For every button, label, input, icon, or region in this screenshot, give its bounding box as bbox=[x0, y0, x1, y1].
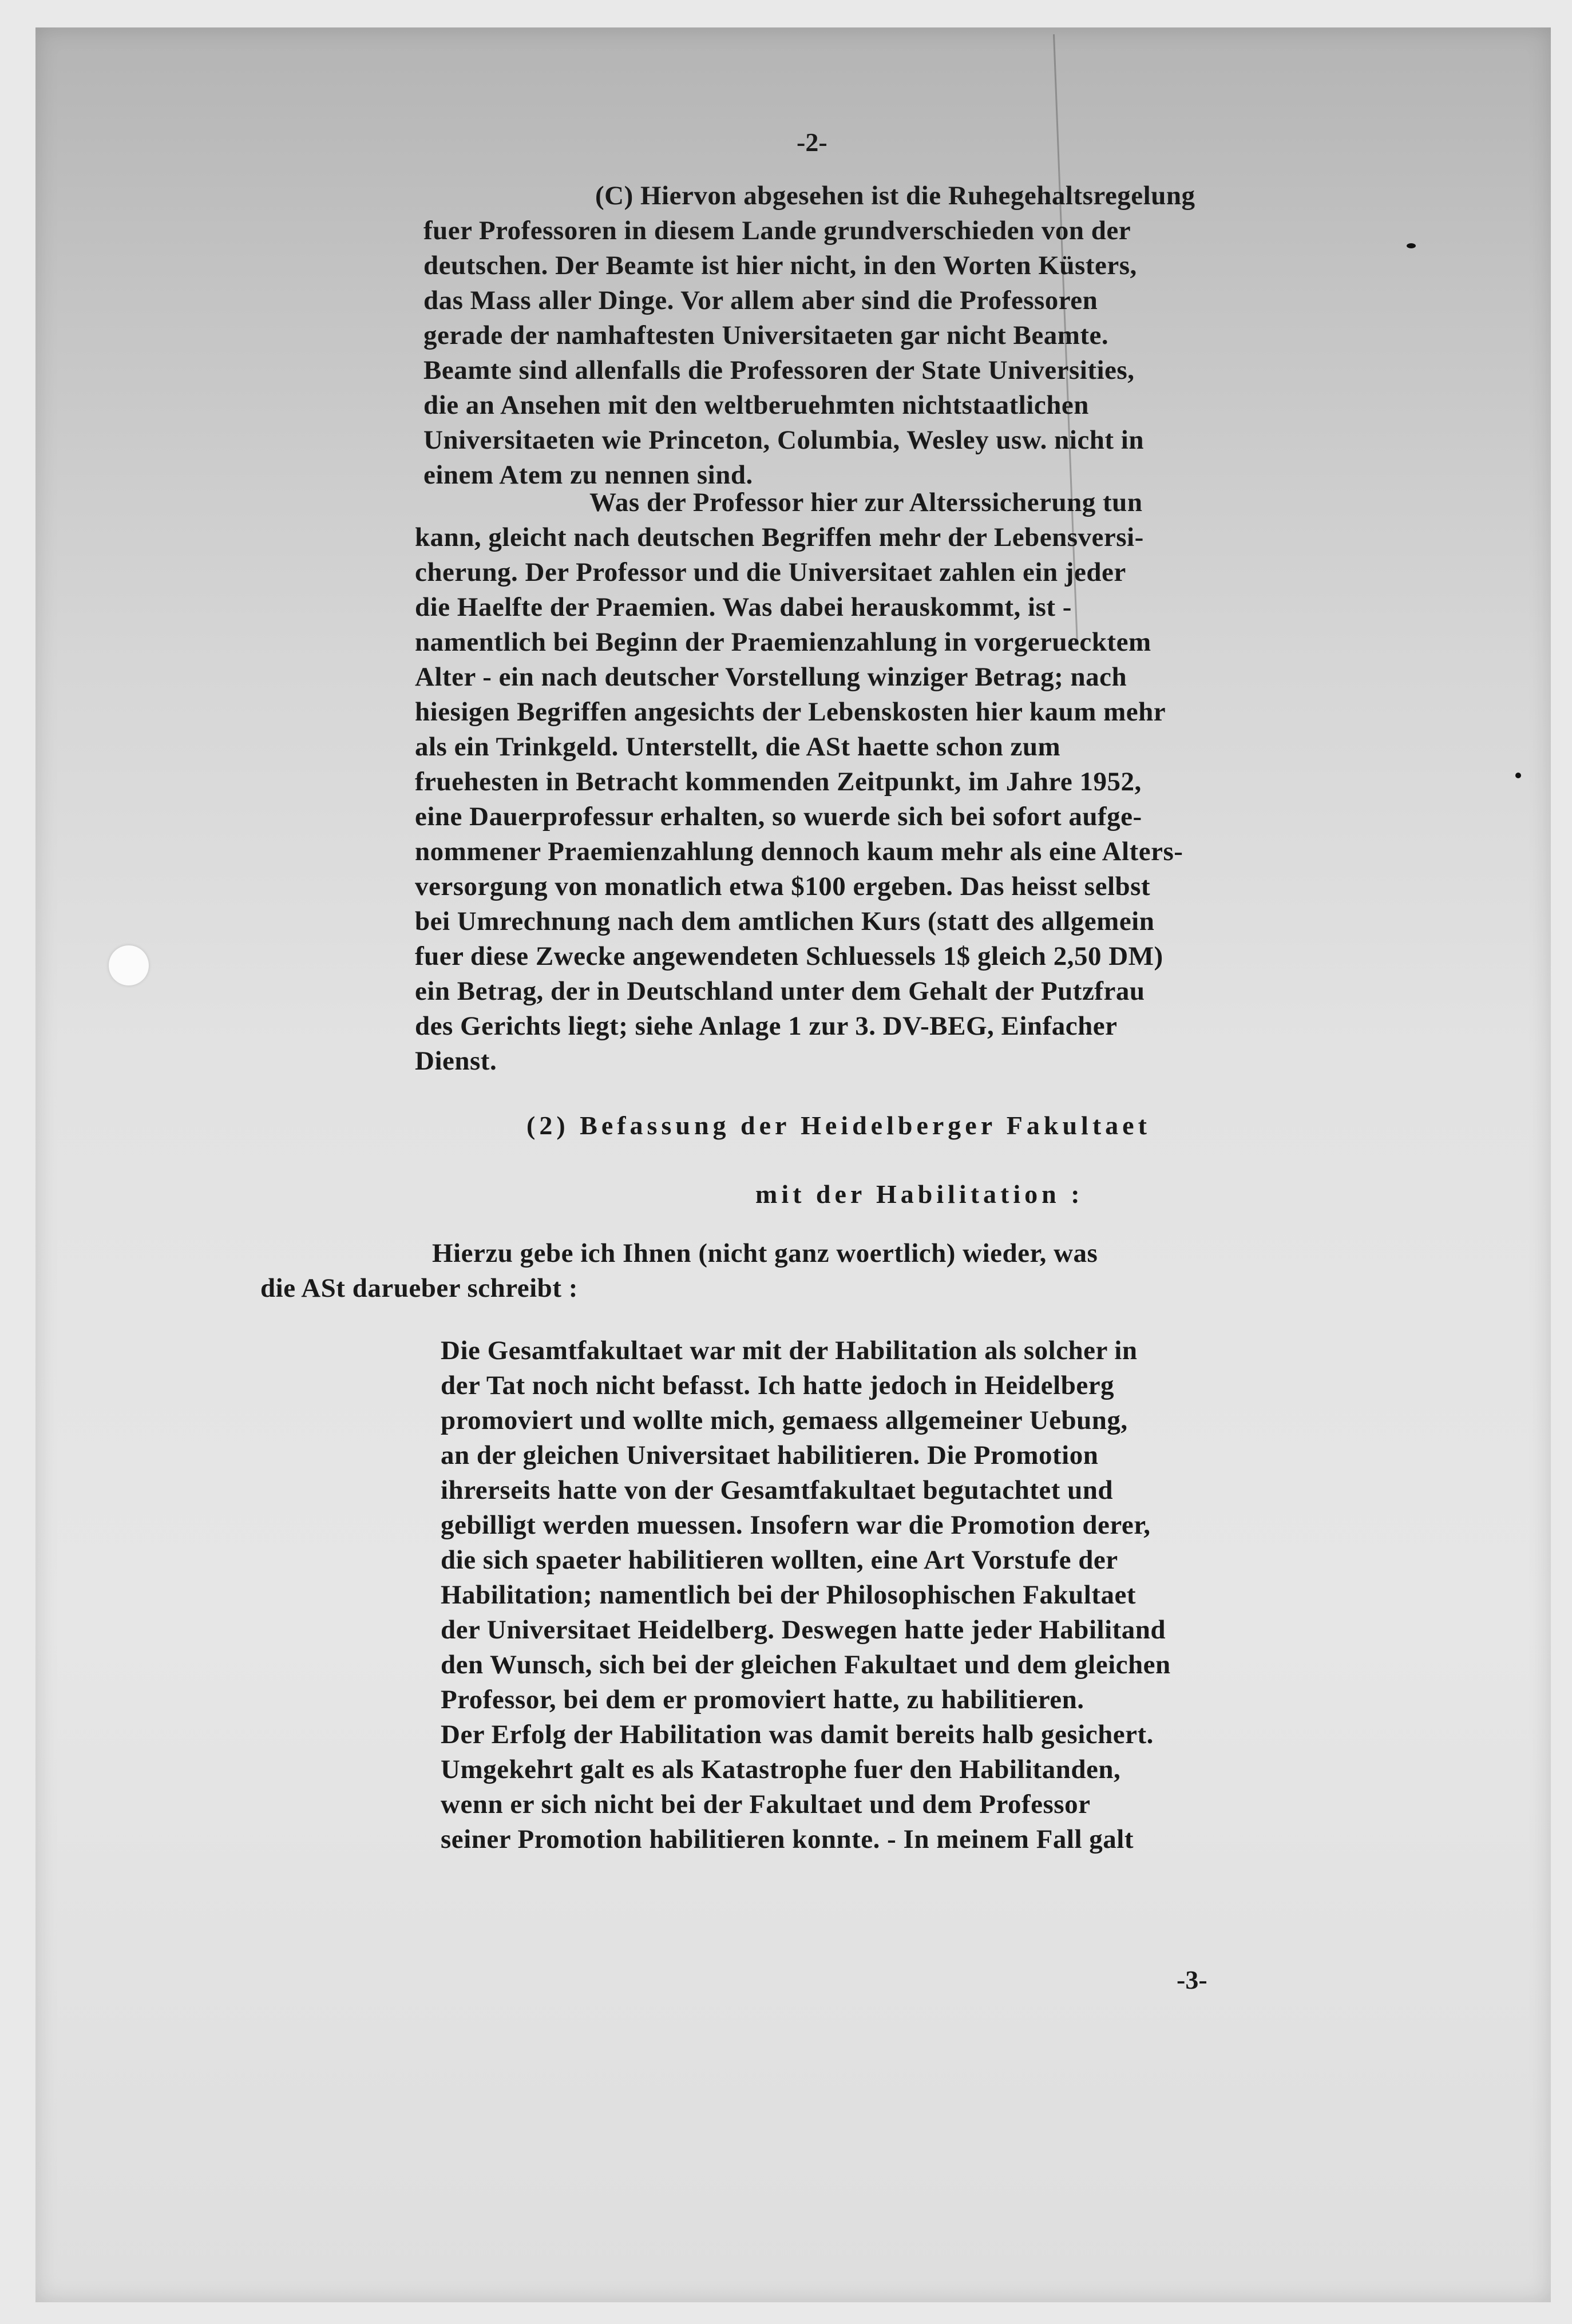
text-line: kann, gleicht nach deutschen Begriffen mehr der Lebensversi- bbox=[415, 522, 1144, 552]
text-line: ein Betrag, der in Deutschland unter dem Gehalt der Putzfrau bbox=[415, 976, 1145, 1006]
intro-paragraph bbox=[260, 1236, 1098, 1306]
ink-dot bbox=[1407, 243, 1416, 248]
text-line: (C) Hiervon abgesehen ist die Ruhegehaltsregelung bbox=[595, 181, 1195, 211]
text-line: wenn er sich nicht bei der Fakultaet und dem Professor bbox=[441, 1789, 1091, 1819]
text-line: Universitaeten wie Princeton, Columbia, Wesley usw. nicht in bbox=[423, 425, 1144, 455]
text-line: seiner Promotion habilitieren konnte. - In meinem Fall galt bbox=[441, 1824, 1134, 1854]
page-number-top: -2- bbox=[797, 128, 827, 157]
text-line: die sich spaeter habilitieren wollten, eine Art Vorstufe der bbox=[441, 1545, 1118, 1575]
text-line: der Universitaet Heidelberg. Deswegen hatte jeder Habilitand bbox=[441, 1615, 1166, 1645]
text-line: einem Atem zu nennen sind. bbox=[423, 460, 753, 490]
text-line: fuer Professoren in diesem Lande grundverschieden von der bbox=[423, 216, 1131, 246]
text-line: die Haelfte der Praemien. Was dabei herauskommt, ist - bbox=[415, 592, 1072, 622]
text-line: den Wunsch, sich bei der gleichen Fakultaet und dem gleichen bbox=[441, 1650, 1171, 1680]
text-line: Umgekehrt galt es als Katastrophe fuer den Habilitanden, bbox=[441, 1755, 1121, 1784]
paragraph-pension bbox=[415, 485, 1183, 1079]
text-line: hiesigen Begriffen angesichts der Lebenskosten hier kaum mehr bbox=[415, 697, 1166, 727]
text-line: die an Ansehen mit den weltberuehmten nichtstaatlichen bbox=[423, 390, 1089, 420]
text-line: Habilitation; namentlich bei der Philosophischen Fakultaet bbox=[441, 1580, 1136, 1610]
text-line: Alter - ein nach deutscher Vorstellung winziger Betrag; nach bbox=[415, 662, 1127, 692]
text-line: ihrerseits hatte von der Gesamtfakultaet begutachtet und bbox=[441, 1475, 1114, 1505]
text-line: namentlich bei Beginn der Praemienzahlung in vorgeruecktem bbox=[415, 627, 1151, 657]
text-line: eine Dauerprofessur erhalten, so wuerde sich bei sofort aufge- bbox=[415, 802, 1142, 832]
text-line: fuer diese Zwecke angewendeten Schluessels 1$ gleich 2,50 DM) bbox=[415, 941, 1163, 971]
text-line: Dienst. bbox=[415, 1046, 497, 1076]
text-line: cherung. Der Professor und die Universitaet zahlen ein jeder bbox=[415, 557, 1126, 587]
text-line: als ein Trinkgeld. Unterstellt, die ASt haette schon zum bbox=[415, 732, 1061, 762]
punch-hole bbox=[109, 945, 149, 985]
text-line: Hierzu gebe ich Ihnen (nicht ganz woertlich) wieder, was bbox=[432, 1238, 1098, 1268]
text-line: promoviert und wollte mich, gemaess allgemeiner Uebung, bbox=[441, 1406, 1128, 1435]
text-line: deutschen. Der Beamte ist hier nicht, in den Worten Küsters, bbox=[423, 251, 1137, 280]
text-line: Die Gesamtfakultaet war mit der Habilitation als solcher in bbox=[441, 1336, 1138, 1365]
paragraph-c bbox=[423, 179, 1195, 493]
text-line: an der gleichen Universitaet habilitieren. Die Promotion bbox=[441, 1440, 1099, 1470]
text-line: des Gerichts liegt; siehe Anlage 1 zur 3. DV-BEG, Einfacher bbox=[415, 1011, 1118, 1041]
text-line: Professor, bei dem er promoviert hatte, zu habilitieren. bbox=[441, 1685, 1084, 1715]
quoted-statement bbox=[441, 1333, 1171, 1857]
section-heading: (2) Befassung der Heidelberger Fakultaet bbox=[526, 1111, 1151, 1140]
text-line: bei Umrechnung nach dem amtlichen Kurs (statt des allgemein bbox=[415, 906, 1155, 936]
text-line: nommener Praemienzahlung dennoch kaum mehr als eine Alters- bbox=[415, 837, 1183, 866]
text-line: die ASt darueber schreibt : bbox=[260, 1273, 578, 1303]
text-line: versorgung von monatlich etwa $100 ergeben. Das heisst selbst bbox=[415, 872, 1151, 901]
ink-dot bbox=[1515, 773, 1521, 778]
section-heading-continued: mit der Habilitation : bbox=[755, 1179, 1084, 1209]
text-line: der Tat noch nicht befasst. Ich hatte jedoch in Heidelberg bbox=[441, 1371, 1115, 1400]
text-line: das Mass aller Dinge. Vor allem aber sind die Professoren bbox=[423, 286, 1098, 315]
text-line: Was der Professor hier zur Alterssicherung tun bbox=[589, 488, 1143, 517]
text-line: fruehesten in Betracht kommenden Zeitpunkt, im Jahre 1952, bbox=[415, 767, 1142, 797]
text-line: Der Erfolg der Habilitation was damit bereits halb gesichert. bbox=[441, 1720, 1154, 1749]
page-number-bottom: -3- bbox=[1177, 1965, 1207, 1994]
text-line: Beamte sind allenfalls die Professoren der State Universities, bbox=[423, 355, 1135, 385]
text-line: gerade der namhaftesten Universitaeten gar nicht Beamte. bbox=[423, 320, 1109, 350]
text-line: gebilligt werden muessen. Insofern war die Promotion derer, bbox=[441, 1510, 1151, 1540]
